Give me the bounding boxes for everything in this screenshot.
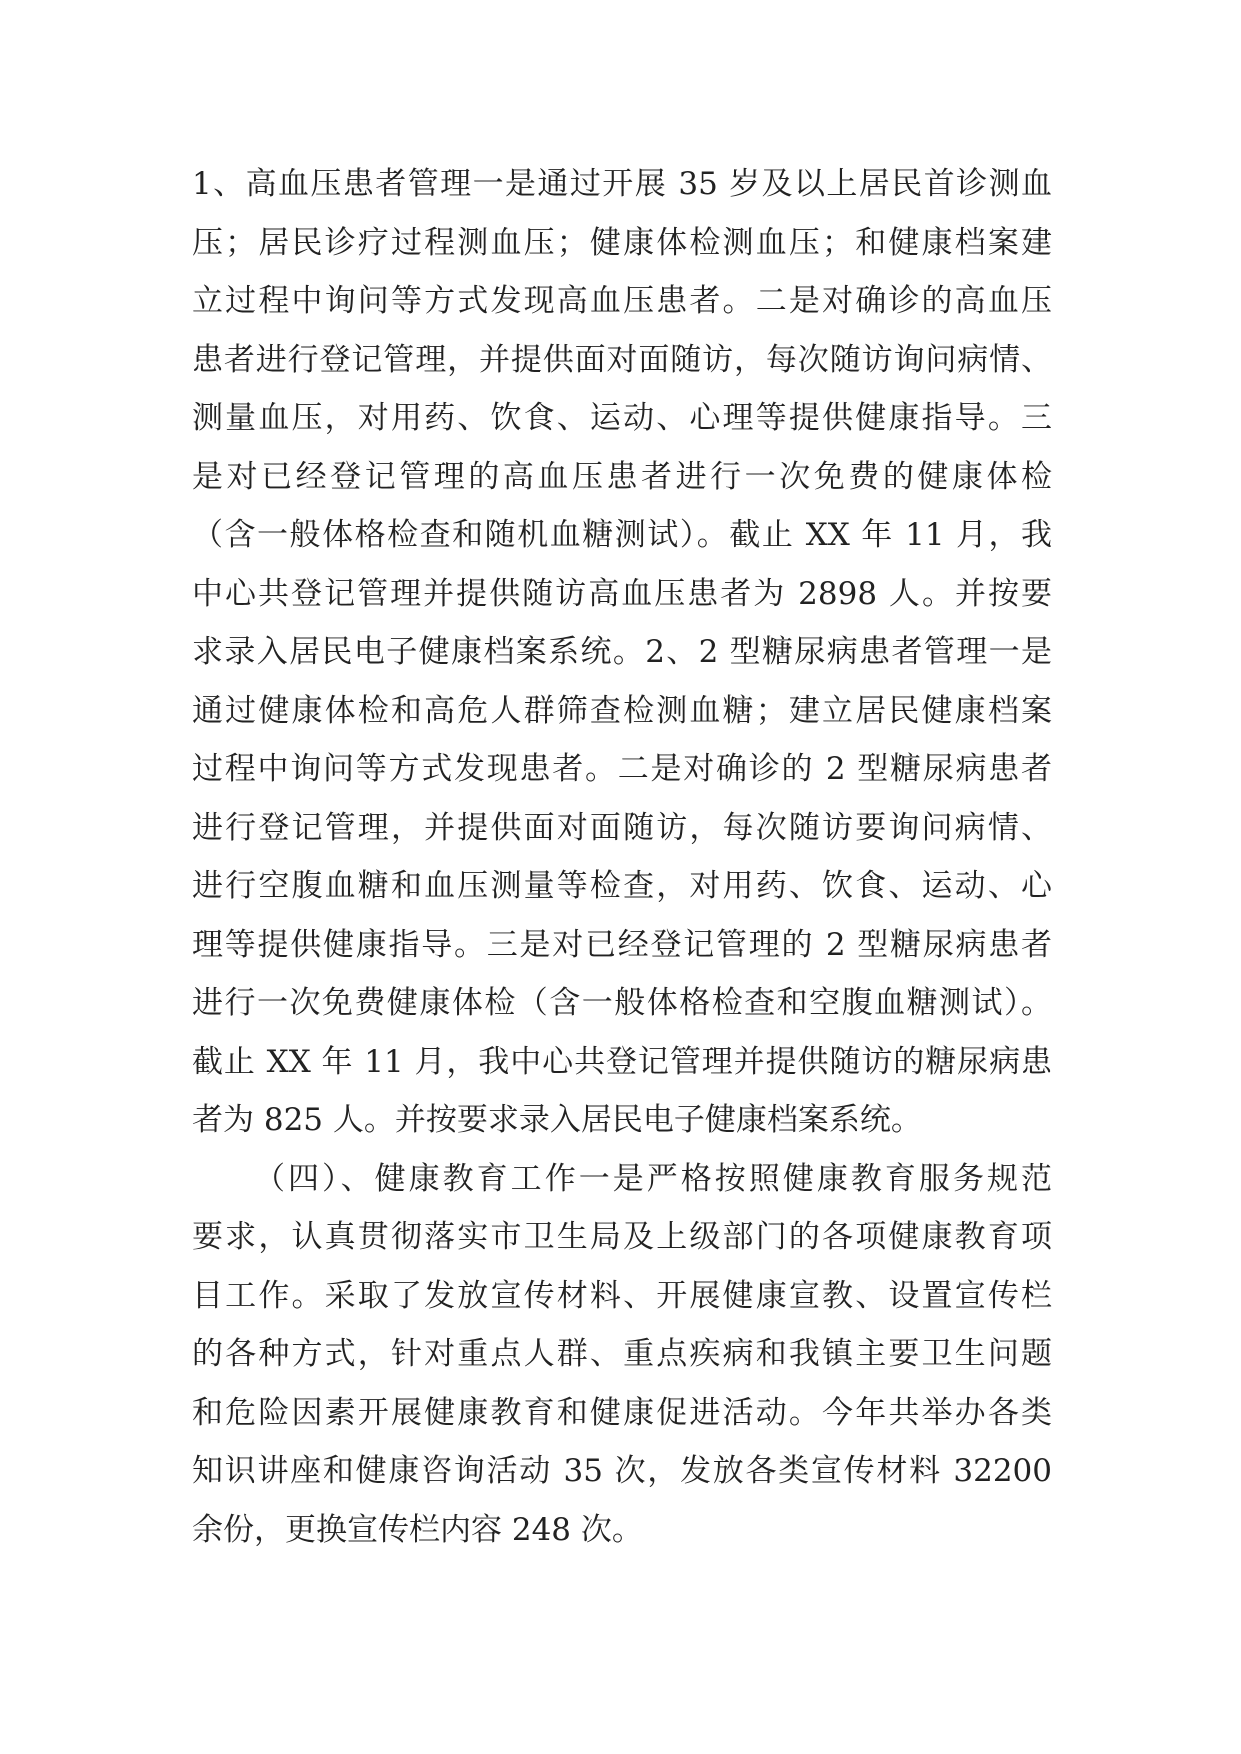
text-line: 和危险因素开展健康教育和健康促进活动。今年共举办各类 [192,1394,1052,1431]
text-line: 的各种方式，针对重点人群、重点疾病和我镇主要卫生问题 [192,1336,1052,1372]
text-line: 进行一次免费健康体检（含一般体格检查和空腹血糖测试）。 [192,985,1052,1021]
text-line: 进行空腹血糖和血压测量等检查，对用药、饮食、运动、心 [192,868,1052,904]
document-body [192,155,1052,1559]
text-line: 知识讲座和健康咨询活动 35 次，发放各类宣传材料 32200 [192,1453,1052,1489]
text-line: 求录入居民电子健康档案系统。2、2 型糖尿病患者管理一是 [192,634,1052,670]
text-line: 压；居民诊疗过程测血压；健康体检测血压；和健康档案建 [192,224,1052,261]
text-line: 是对已经登记管理的高血压患者进行一次免费的健康体检 [192,458,1052,495]
text-line: 1、高血压患者管理一是通过开展 35 岁及以上居民首诊测血 [192,166,1052,202]
text-line: 通过健康体检和高危人群筛查检测血糖；建立居民健康档案 [192,692,1052,729]
text-line: 立过程中询问等方式发现高血压患者。二是对确诊的高血压 [192,283,1052,319]
text-line: （含一般体格检查和随机血糖测试）。截止 XX 年 11 月，我 [192,517,1052,553]
text-line: 中心共登记管理并提供随访高血压患者为 2898 人。并按要 [192,575,1052,612]
paragraph-chronic-disease-management [192,155,1052,1150]
text-line: 截止 XX 年 11 月，我中心共登记管理并提供随访的糖尿病患 [192,1043,1052,1080]
text-line: 者为 825 人。并按要求录入居民电子健康档案系统。 [192,1102,922,1138]
text-line: 患者进行登记管理，并提供面对面随访，每次随访询问病情、 [192,341,1052,378]
text-line: 过程中询问等方式发现患者。二是对确诊的 2 型糖尿病患者 [192,751,1052,787]
text-line: 测量血压，对用药、饮食、运动、心理等提供健康指导。三 [192,400,1052,436]
text-line: 余份，更换宣传栏内容 248 次。 [192,1511,643,1548]
text-line: 进行登记管理，并提供面对面随访，每次随访要询问病情、 [192,809,1052,846]
paragraph-health-education [192,1150,1052,1560]
text-line: 要求，认真贯彻落实市卫生局及上级部门的各项健康教育项 [192,1219,1052,1255]
text-line: （四）、健康教育工作一是严格按照健康教育服务规范 [254,1160,1052,1197]
text-line: 目工作。采取了发放宣传材料、开展健康宣教、设置宣传栏 [192,1277,1052,1314]
text-line: 理等提供健康指导。三是对已经登记管理的 2 型糖尿病患者 [192,926,1052,963]
